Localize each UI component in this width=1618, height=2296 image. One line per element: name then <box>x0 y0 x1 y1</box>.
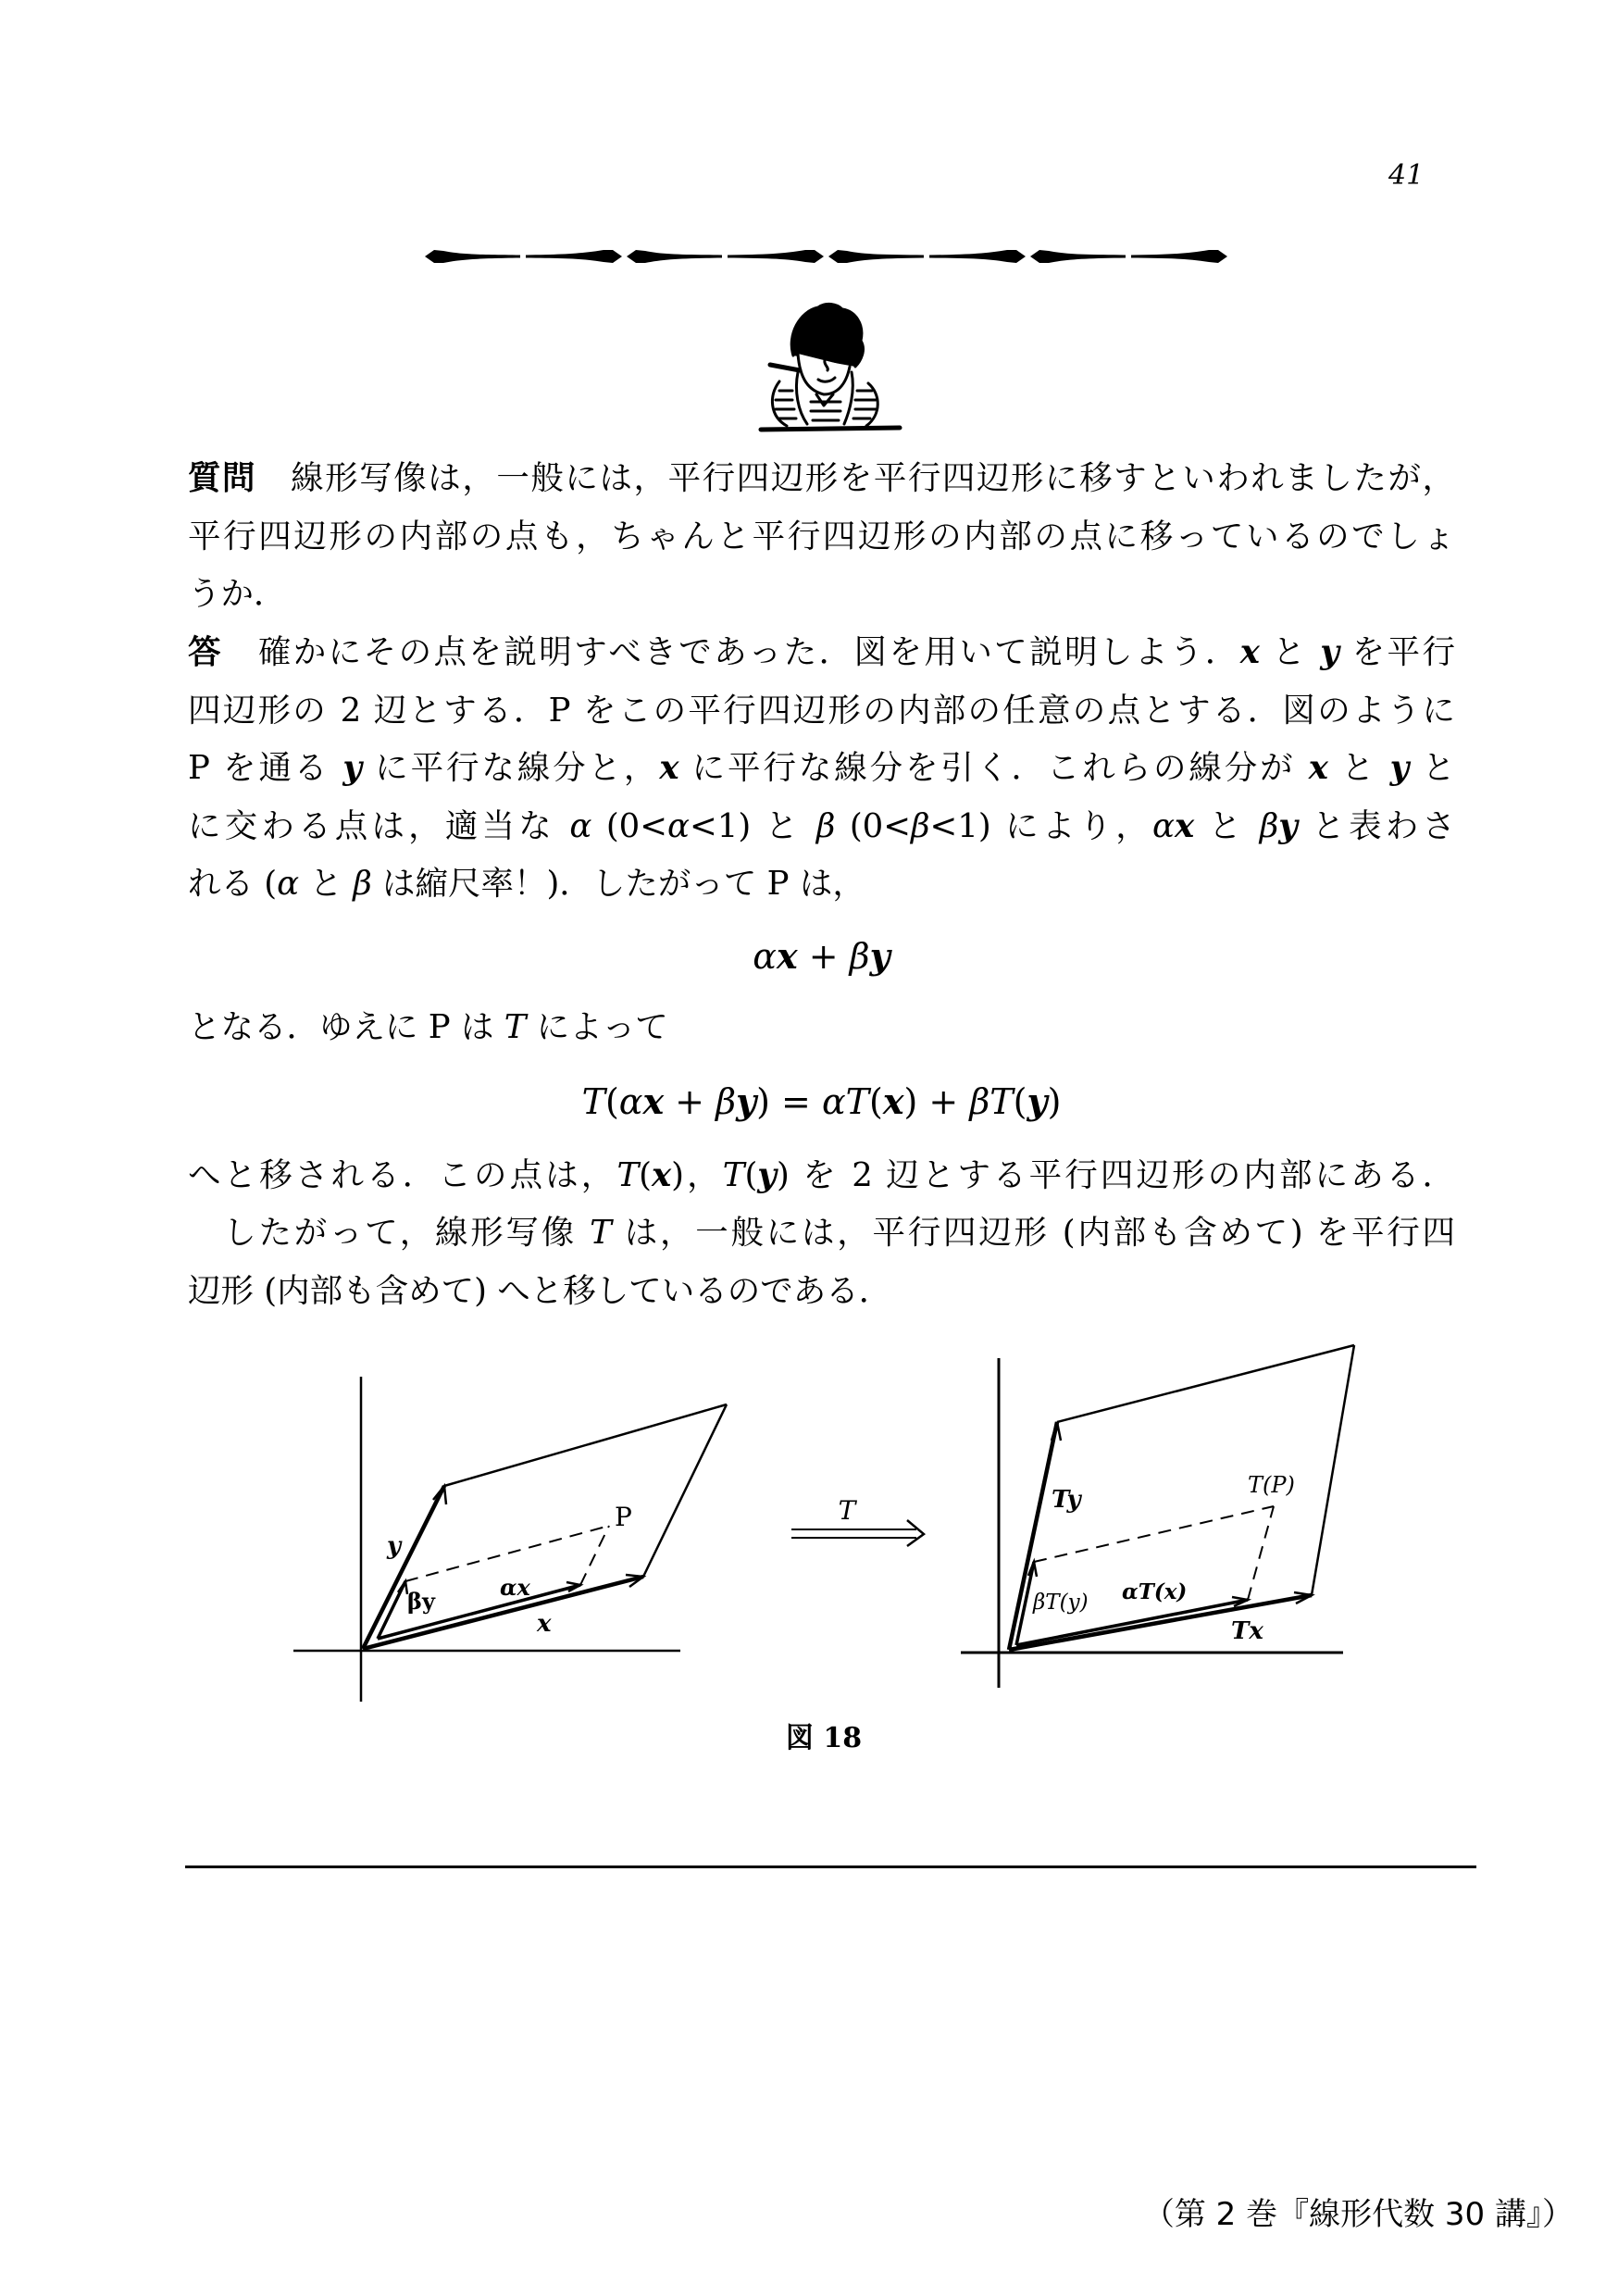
text-run: ) + <box>903 1081 970 1122</box>
horizontal-rule <box>185 1866 1476 1868</box>
dashed-line-parallel-tx <box>1034 1506 1274 1562</box>
label-beta-ty: βT(y) <box>1033 1591 1089 1615</box>
answer-line <box>188 740 1455 797</box>
text-run: <1) と <box>690 807 816 845</box>
math-symbol: T <box>590 1214 612 1252</box>
text-run: は縮尺率！)．したがって P は， <box>371 865 865 903</box>
text-run: ( <box>744 1156 758 1194</box>
text-run: ( <box>869 1081 883 1122</box>
math-symbol: β <box>911 807 930 845</box>
text-run: に平行な線分と， <box>362 749 660 787</box>
label-ty: Ty <box>1052 1486 1081 1514</box>
ornament-right-piece <box>728 250 824 263</box>
math-symbol: β <box>849 936 870 977</box>
text-run: に平行な線分を引く．これらの線分が <box>678 749 1309 787</box>
ornament-left-piece <box>627 250 722 263</box>
math-symbol: α <box>1151 807 1175 845</box>
equation-linear-combination <box>188 928 1455 985</box>
text-run: へと移される．この点は， <box>188 1156 617 1194</box>
ornament-left-piece <box>425 250 520 263</box>
math-vector: x <box>776 935 798 977</box>
figure-18-diagram <box>0 1315 1618 1722</box>
label-beta-y: βy <box>407 1588 435 1615</box>
text-run: うか． <box>188 575 287 613</box>
math-vector: y <box>1389 749 1410 787</box>
text-run: ) <box>1047 1081 1062 1122</box>
math-symbol: β <box>716 1081 737 1122</box>
math-symbol: T <box>845 1081 870 1122</box>
answer-line <box>188 855 1484 913</box>
ornament-right-piece <box>1131 250 1227 263</box>
math-symbol: β <box>353 865 372 903</box>
dashed-line-parallel-y <box>580 1526 609 1585</box>
text-run: ( <box>639 1156 652 1194</box>
answer-line <box>188 1263 1484 1320</box>
text-run: 四辺形の 2 辺とする．P をこの平行四辺形の内部の任意の点とする．図のように <box>188 692 1455 730</box>
text-run: ) = <box>756 1081 822 1122</box>
math-vector: x <box>651 1156 672 1194</box>
math-vector: x <box>659 749 679 787</box>
text-run: 確かにその点を説明すべきであった．図を用いて説明しよう． <box>222 633 1240 671</box>
equation-linearity <box>188 1073 1455 1130</box>
ornament-shapes <box>425 250 1227 263</box>
label-tp: T(P) <box>1248 1472 1295 1498</box>
math-vector: y <box>342 749 363 787</box>
math-symbol: β <box>969 1081 990 1122</box>
math-symbol: β <box>1259 807 1279 845</box>
heading-label: 質問 <box>188 459 257 497</box>
answer-line <box>188 682 1455 740</box>
text-run: となる．ゆえに P は <box>188 1008 504 1046</box>
math-symbol: α <box>753 936 777 977</box>
ornament-left-piece <box>828 250 924 263</box>
text-run: ( <box>604 1081 619 1122</box>
ornamental-divider <box>417 243 1250 272</box>
question-line <box>188 508 1455 566</box>
math-vector: x <box>1308 749 1328 787</box>
math-vector: y <box>1320 633 1339 671</box>
text-run: P を通る <box>188 749 343 787</box>
parallelogram-top-edge <box>1057 1345 1354 1422</box>
text-run: 辺形 (内部も含めて) へと移しているのである． <box>188 1272 892 1310</box>
math-symbol: α <box>618 1081 643 1122</box>
math-symbol: α <box>821 1081 846 1122</box>
label-alpha-tx: αT(x) <box>1122 1579 1188 1604</box>
math-symbol: T <box>581 1081 605 1122</box>
text-run: と <box>299 865 354 903</box>
text-run: れる ( <box>188 865 278 903</box>
math-symbol: α <box>569 807 592 845</box>
left-diagram <box>293 1377 727 1702</box>
label-x: x <box>537 1610 552 1638</box>
math-vector: x <box>1174 807 1195 845</box>
text-run: 平行四辺形の内部の点も，ちゃんと平行四辺形の内部の点に移っているのでしょ <box>188 518 1455 555</box>
transform-arrow <box>791 1520 924 1546</box>
answer-line <box>188 1204 1455 1262</box>
math-symbol: β <box>815 807 836 845</box>
text-run: + <box>664 1081 716 1122</box>
text-run: と <box>1327 749 1390 787</box>
heading-label: 答 <box>188 633 223 671</box>
answer-line <box>188 1147 1455 1204</box>
answer-line <box>188 999 1484 1056</box>
math-vector: y <box>869 935 890 977</box>
source-citation: （第 2 巻『線形代数 30 講』） <box>1142 2196 1574 2233</box>
math-vector: y <box>757 1156 777 1194</box>
math-symbol: T <box>504 1008 527 1046</box>
math-symbol: T <box>616 1156 640 1194</box>
label-y: y <box>387 1532 402 1560</box>
text-run: と <box>1194 807 1260 845</box>
math-vector: y <box>736 1080 757 1122</box>
label-t: T <box>838 1495 856 1526</box>
parallelogram-top-edge <box>444 1404 727 1486</box>
math-vector: y <box>1027 1080 1048 1122</box>
text-run: と <box>1259 633 1321 671</box>
text-run: を平行 <box>1338 633 1455 671</box>
right-diagram-labels <box>1032 1472 1295 1645</box>
vector-ty <box>1009 1422 1057 1650</box>
math-symbol: T <box>722 1156 745 1194</box>
math-symbol: α <box>667 807 690 845</box>
answer-line <box>188 624 1455 681</box>
text-run: と <box>1409 749 1455 787</box>
text-run: (0< <box>591 807 668 845</box>
math-vector: x <box>1239 633 1260 671</box>
left-diagram-labels <box>386 1502 632 1638</box>
text-run: ) を 2 辺とする平行四辺形の内部にある． <box>776 1156 1455 1194</box>
math-symbol: T <box>989 1081 1014 1122</box>
ornament-right-piece <box>526 250 622 263</box>
parallelogram-right-edge <box>1312 1345 1354 1595</box>
question-line <box>188 566 1484 623</box>
thinking-boy-illustration <box>752 298 909 437</box>
text-run: によって <box>526 1008 668 1046</box>
text-run: <1) により， <box>929 807 1152 845</box>
text-run: したがって，線形写像 <box>188 1214 591 1252</box>
parallelogram-right-edge <box>643 1404 727 1577</box>
label-alpha-x: αx <box>500 1574 530 1601</box>
math-vector: x <box>642 1080 665 1122</box>
ornament-left-piece <box>1030 250 1126 263</box>
page-number: 41 <box>1388 159 1425 192</box>
figure-caption: 図 18 <box>785 1722 863 1754</box>
text-run: ( <box>1013 1081 1027 1122</box>
text-run: は，一般には，平行四辺形 (内部も含めて) を平行四 <box>611 1214 1456 1252</box>
right-diagram <box>961 1345 1354 1688</box>
answer-line <box>188 798 1455 855</box>
ornament-right-piece <box>929 250 1026 263</box>
math-symbol: α <box>277 865 300 903</box>
math-vector: x <box>882 1080 904 1122</box>
text-run: に交わる点は，適当な <box>188 807 570 845</box>
math-vector: y <box>1278 807 1298 845</box>
label-p: P <box>615 1502 632 1532</box>
text-run: と表わさ <box>1297 807 1455 845</box>
label-tx: Tx <box>1231 1617 1263 1645</box>
text-run: + <box>797 936 850 977</box>
text-run: 線形写像は，一般には，平行四辺形を平行四辺形に移すといわれましたが， <box>256 459 1455 497</box>
dashed-line-parallel-x <box>405 1526 609 1581</box>
question-line <box>188 450 1455 507</box>
text-run: (0< <box>835 807 912 845</box>
text-run: )， <box>671 1156 723 1194</box>
dashed-line-parallel-ty <box>1248 1506 1274 1600</box>
